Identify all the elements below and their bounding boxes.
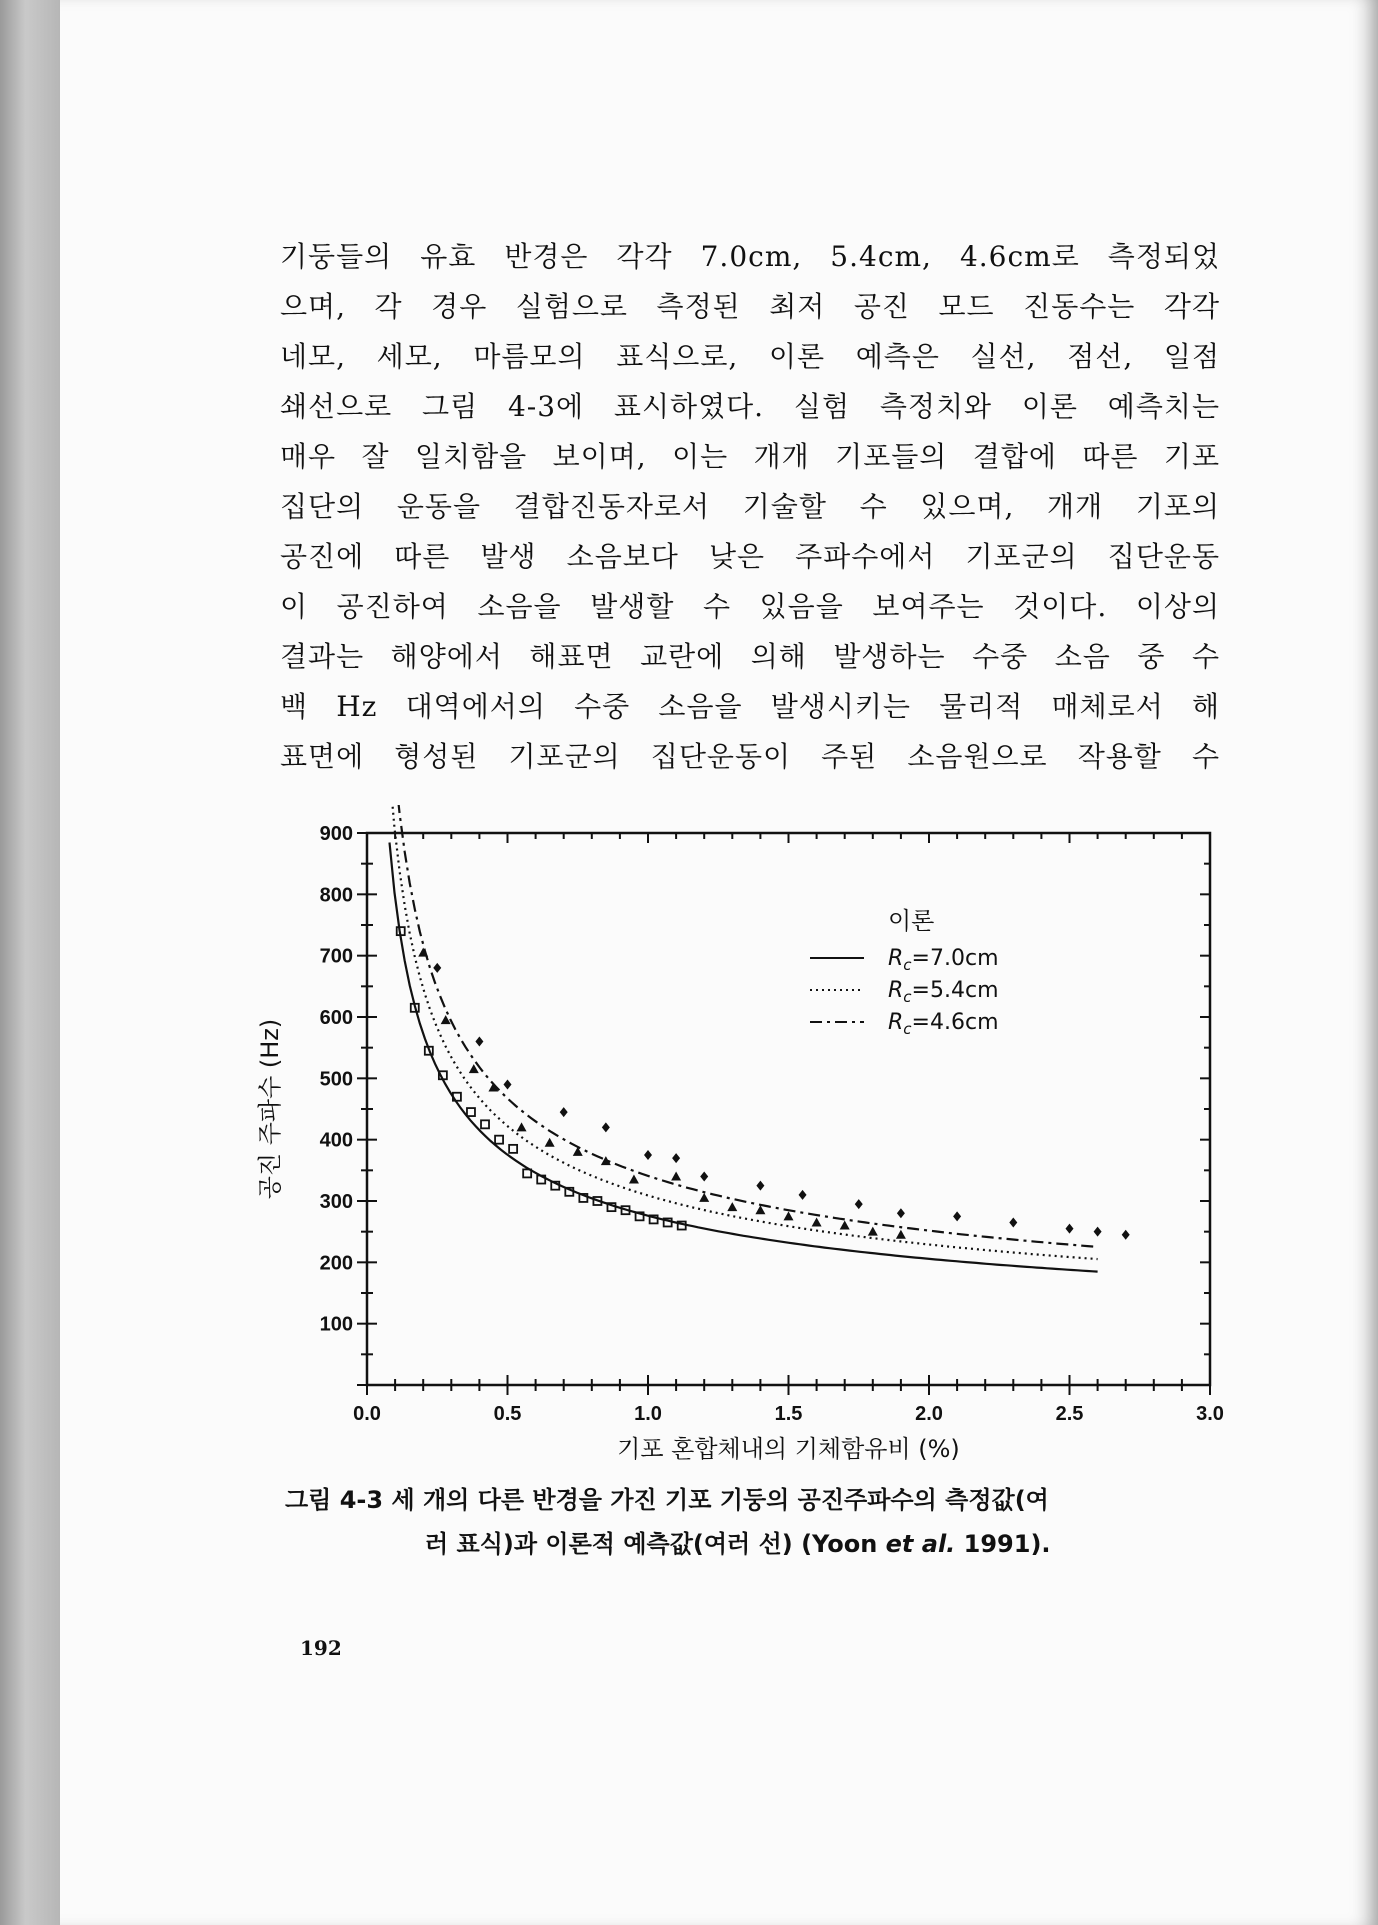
x-tick-label: 0.5 — [493, 1403, 522, 1425]
diamond-marker — [855, 1199, 863, 1209]
text-line: 공진에 따른 발생 소음보다 낮은 주파수에서 기포군의 집단운동 — [280, 540, 1220, 573]
diamond-marker — [602, 1122, 610, 1132]
square-marker — [509, 1145, 517, 1153]
triangle-marker — [629, 1175, 639, 1184]
triangle-marker — [727, 1202, 737, 1211]
square-marker — [481, 1120, 489, 1128]
text-line: 이 공진하여 소음을 발생할 수 있음을 보여주는 것이다. 이상의 — [280, 590, 1220, 623]
caption-text: 러 표식)과 이론적 예측값(여러 선) (Yoon — [425, 1530, 886, 1558]
triangle-marker — [868, 1227, 878, 1236]
triangle-marker — [418, 948, 428, 957]
diamond-marker — [433, 963, 441, 973]
diamond-marker — [560, 1107, 568, 1117]
caption-italic: et al. — [885, 1530, 956, 1558]
square-marker — [495, 1136, 503, 1144]
x-tick-label: 1.5 — [774, 1403, 803, 1425]
text-line: 으며, 각 경우 실험으로 측정된 최저 공진 모드 진동수는 각각 — [280, 290, 1220, 323]
page-number: 192 — [300, 1636, 342, 1660]
triangle-marker — [573, 1147, 583, 1156]
text-line: 매우 잘 일치함을 보이며, 이는 개개 기포들의 결합에 따른 기포 — [280, 440, 1220, 473]
triangle-marker — [441, 1015, 451, 1024]
triangle-marker — [699, 1193, 709, 1202]
triangle-marker — [812, 1217, 822, 1226]
legend-title: 이론 — [888, 907, 935, 935]
triangle-marker — [545, 1138, 555, 1147]
y-tick-label: 600 — [319, 1007, 353, 1029]
y-tick-label: 700 — [319, 945, 353, 968]
diamond-marker — [756, 1181, 764, 1191]
body-paragraph — [280, 232, 1220, 782]
triangle-marker — [671, 1171, 681, 1180]
legend-label: $R_c=7.0cm$ — [888, 946, 999, 974]
y-tick-label: 300 — [319, 1191, 353, 1213]
triangle-marker — [784, 1211, 794, 1220]
text-line: 네모, 세모, 마름모의 표식으로, 이론 예측은 실선, 점선, 일점 — [280, 340, 1220, 373]
y-tick-label: 900 — [319, 823, 353, 845]
diamond-marker — [953, 1211, 961, 1221]
diamond-marker — [1066, 1224, 1074, 1234]
text-line: 백 Hz 대역에서의 수중 소음을 발생시키는 물리적 매체로서 해 — [280, 690, 1220, 723]
x-tick-label: 2.5 — [1055, 1403, 1084, 1425]
text-line: 기둥들의 유효 반경은 각각 7.0cm, 5.4cm, 4.6cm로 측정되었 — [280, 240, 1220, 273]
diamond-marker — [897, 1208, 905, 1218]
triangle-marker — [517, 1122, 527, 1131]
text-line: 결과는 해양에서 해표면 교란에 의해 발생하는 수중 소음 중 수 — [280, 640, 1220, 673]
diamond-marker — [700, 1171, 708, 1181]
diamond-marker — [1009, 1217, 1017, 1227]
square-marker — [467, 1108, 475, 1116]
diamond-marker — [504, 1079, 512, 1089]
caption-line-1: 그림 4-3 세 개의 다른 반경을 가진 기포 기둥의 공진주파수의 측정값(여 — [285, 1486, 1049, 1514]
diamond-marker — [1122, 1230, 1130, 1240]
diamond-marker — [475, 1037, 483, 1047]
legend-label: $R_c=4.6cm$ — [888, 1010, 999, 1038]
y-tick-label: 100 — [319, 1313, 353, 1336]
legend-label: $R_c=5.4cm$ — [888, 978, 999, 1006]
y-tick-label: 200 — [319, 1252, 353, 1275]
diamond-marker — [1094, 1227, 1102, 1237]
figure-caption — [285, 1478, 1225, 1566]
caption-text: 1991). — [955, 1530, 1051, 1558]
theory-curve — [390, 843, 1098, 1272]
diamond-marker — [799, 1190, 807, 1200]
y-tick-label: 500 — [319, 1068, 353, 1091]
x-tick-label: 3.0 — [1196, 1403, 1224, 1425]
diamond-marker — [672, 1153, 680, 1163]
caption-line-2 — [285, 1522, 1225, 1566]
text-line: 쇄선으로 그림 4-3에 표시하였다. 실험 측정치와 이론 예측치는 — [280, 390, 1220, 423]
text-line: 집단의 운동을 결합진동자로서 기술할 수 있으며, 개개 기포의 — [280, 490, 1220, 523]
triangle-marker — [840, 1221, 850, 1230]
y-axis-label: 공진 주파수 (Hz) — [256, 1018, 284, 1200]
resonance-frequency-chart — [230, 805, 1230, 1465]
x-tick-label: 2.0 — [915, 1403, 943, 1425]
x-tick-label: 1.0 — [634, 1403, 662, 1425]
text-line: 표면에 형성된 기포군의 집단운동이 주된 소음원으로 작용할 수 — [280, 740, 1220, 773]
x-axis-label: 기포 혼합체내의 기체함유비 (%) — [617, 1435, 960, 1463]
x-tick-label: 0.0 — [353, 1403, 381, 1425]
book-spine — [0, 0, 64, 1925]
y-tick-label: 400 — [319, 1129, 353, 1152]
triangle-marker — [896, 1230, 906, 1239]
plot-frame — [367, 833, 1210, 1385]
y-tick-label: 800 — [319, 884, 353, 907]
diamond-marker — [644, 1150, 652, 1160]
